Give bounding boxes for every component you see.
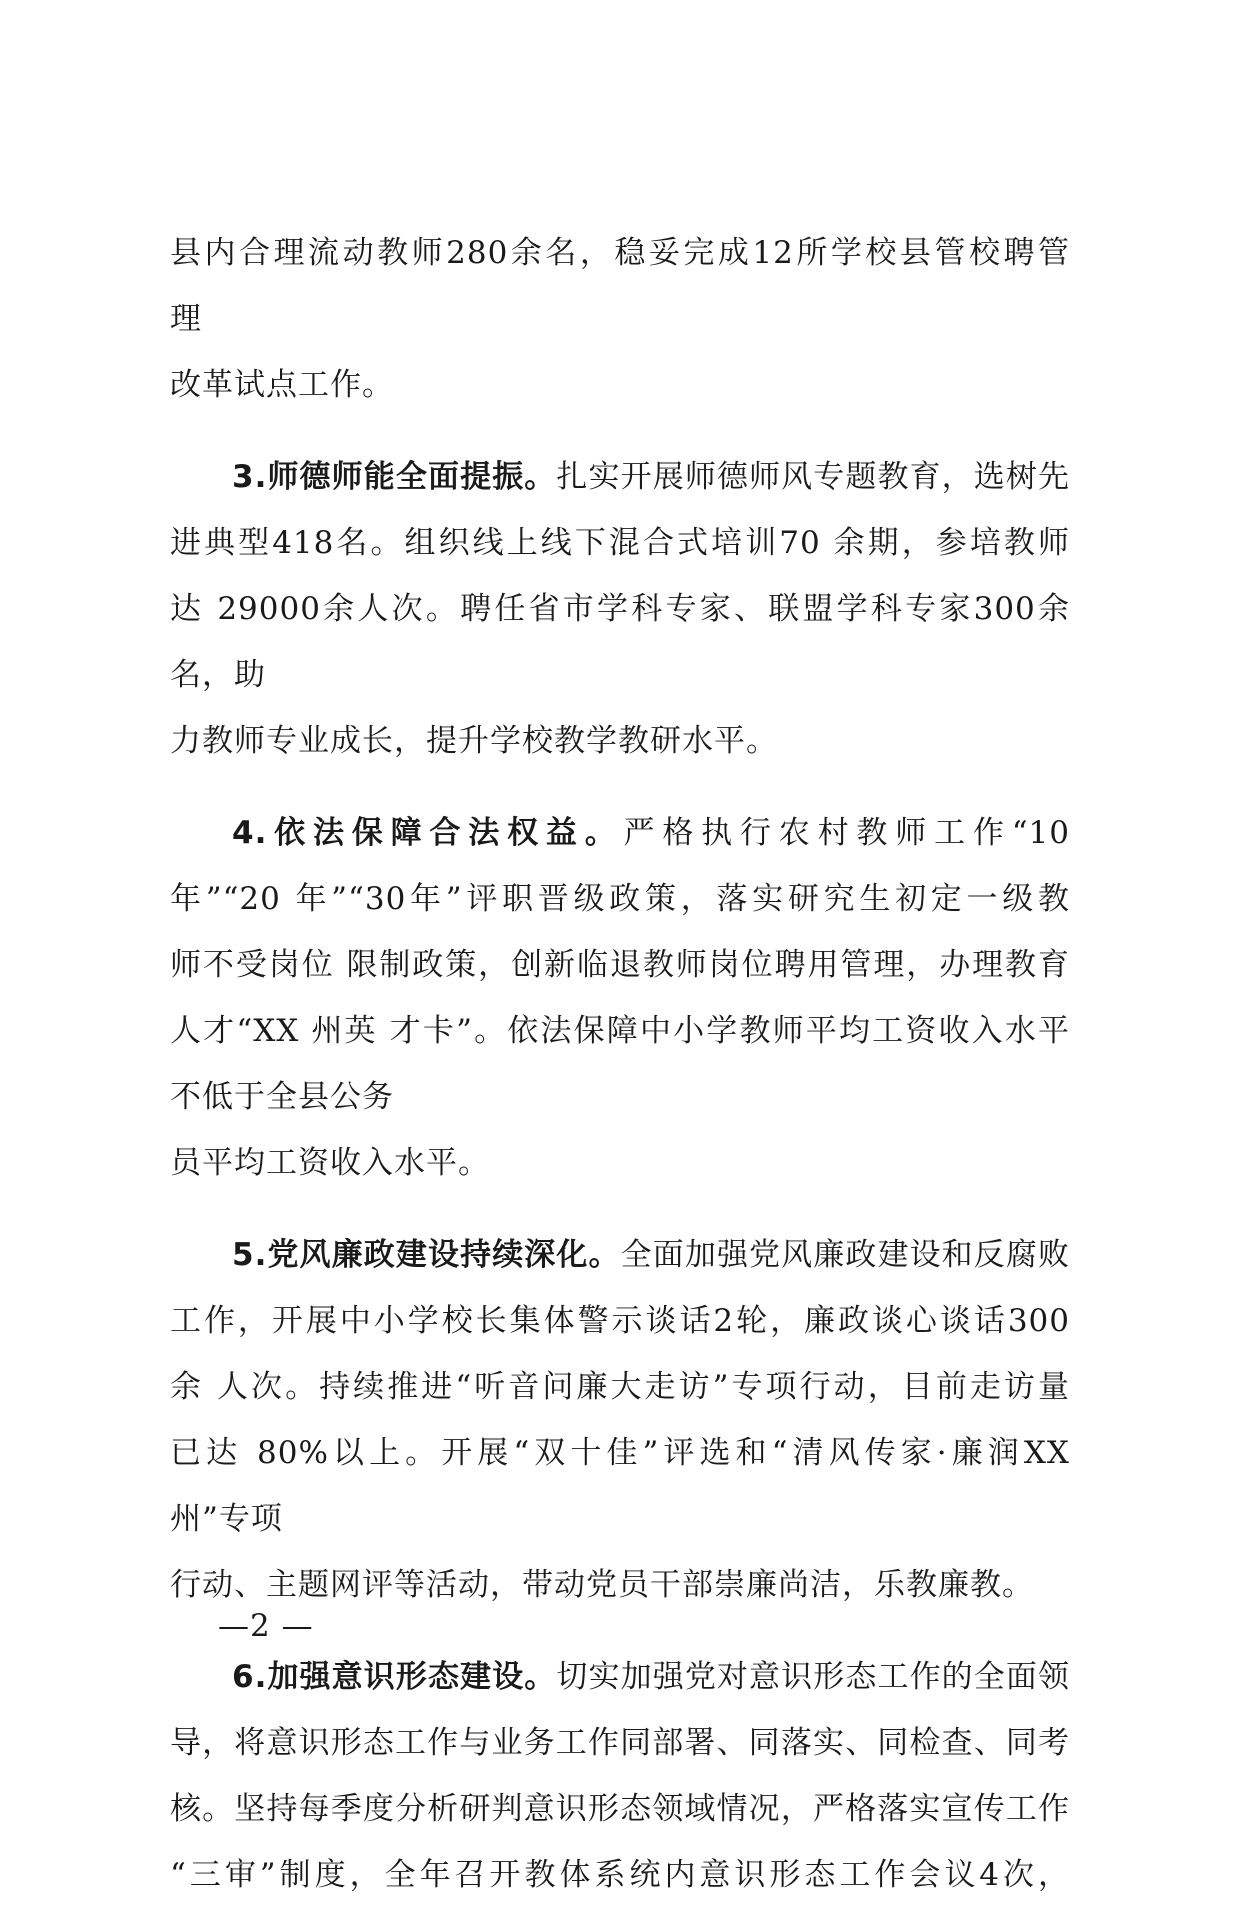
paragraph-continuation <box>170 220 1070 418</box>
text-line: 年”“20 年”“30年”评职晋级政策，落实研究生初定一级教 <box>170 881 1070 917</box>
text-run: 扎实开展师德师风专题教育，选树先 <box>556 459 1070 495</box>
paragraph-heading: 3.师德师能全面提振。 <box>232 459 557 495</box>
paragraph-heading: 6.加强意识形态建设。 <box>232 1659 557 1695</box>
text-line: 已达 80%以上。开展“双十佳”评选和“清风传家·廉润XX <box>170 1435 1070 1471</box>
text-line: 力教师专业成长，提升学校教学教研水平。 <box>170 723 778 759</box>
text-line: 行动、主题网评等活动，带动党员干部崇廉尚洁，乐教廉教。 <box>170 1567 1034 1603</box>
paragraph-teacher-ethics <box>170 444 1070 774</box>
text-line <box>170 1222 1070 1288</box>
text-line: 师不受岗位 限制政策，创新临退教师岗位聘用管理，办理教育 <box>170 947 1070 983</box>
text-line: 工作，开展中小学校长集体警示谈话2轮，廉政谈心谈话300 <box>170 1303 1070 1339</box>
document-body <box>170 220 1070 1908</box>
paragraph-integrity <box>170 1222 1070 1618</box>
text-line: 不低于全县公务 <box>170 1079 394 1115</box>
text-run: 切实加强党对意识形态工作的全面领 <box>556 1659 1070 1695</box>
paragraph-ideology <box>170 1644 1070 1908</box>
text-line: 改革试点工作。 <box>170 367 394 403</box>
text-line: 达 29000余人次。聘任省市学科专家、联盟学科专家300余 <box>170 591 1070 627</box>
text-line <box>170 800 1070 866</box>
text-line: 进典型418名。组织线上线下混合式培训70 余期，参培教师 <box>170 525 1070 561</box>
text-line: 余 人次。持续推进“听音问廉大走访”专项行动，目前走访量 <box>170 1369 1070 1405</box>
paragraph-heading: 5.党风廉政建设持续深化。 <box>232 1237 621 1273</box>
text-line <box>170 1644 1070 1710</box>
text-run: 严格执行农村教师工作“10 <box>623 815 1070 851</box>
text-line: 理 <box>170 301 202 337</box>
text-line: “三审”制度，全年召开教体系统内意识形态工作会议4次， <box>170 1857 1070 1893</box>
text-line: 县内合理流动教师280余名，稳妥完成12所学校县管校聘管 <box>170 235 1070 271</box>
text-run: 全面加强党风廉政建设和反腐败 <box>620 1237 1070 1273</box>
page-number: —2 — <box>218 1608 314 1644</box>
text-line: 核。坚持每季度分析研判意识形态领域情况，严格落实宣传工作 <box>170 1791 1070 1827</box>
text-line: 名，助 <box>170 657 266 693</box>
paragraph-legal-rights <box>170 800 1070 1196</box>
text-line: 员平均工资收入水平。 <box>170 1145 490 1181</box>
text-line: 导，将意识形态工作与业务工作同部署、同落实、同检查、同考 <box>170 1725 1070 1761</box>
text-line: 州”专项 <box>170 1501 283 1537</box>
paragraph-heading: 4.依法保障合法权益。 <box>232 815 624 851</box>
text-line: 人才“XX 州英 才卡”。依法保障中小学教师平均工资收入水平 <box>170 1013 1070 1049</box>
text-line <box>170 444 1070 510</box>
